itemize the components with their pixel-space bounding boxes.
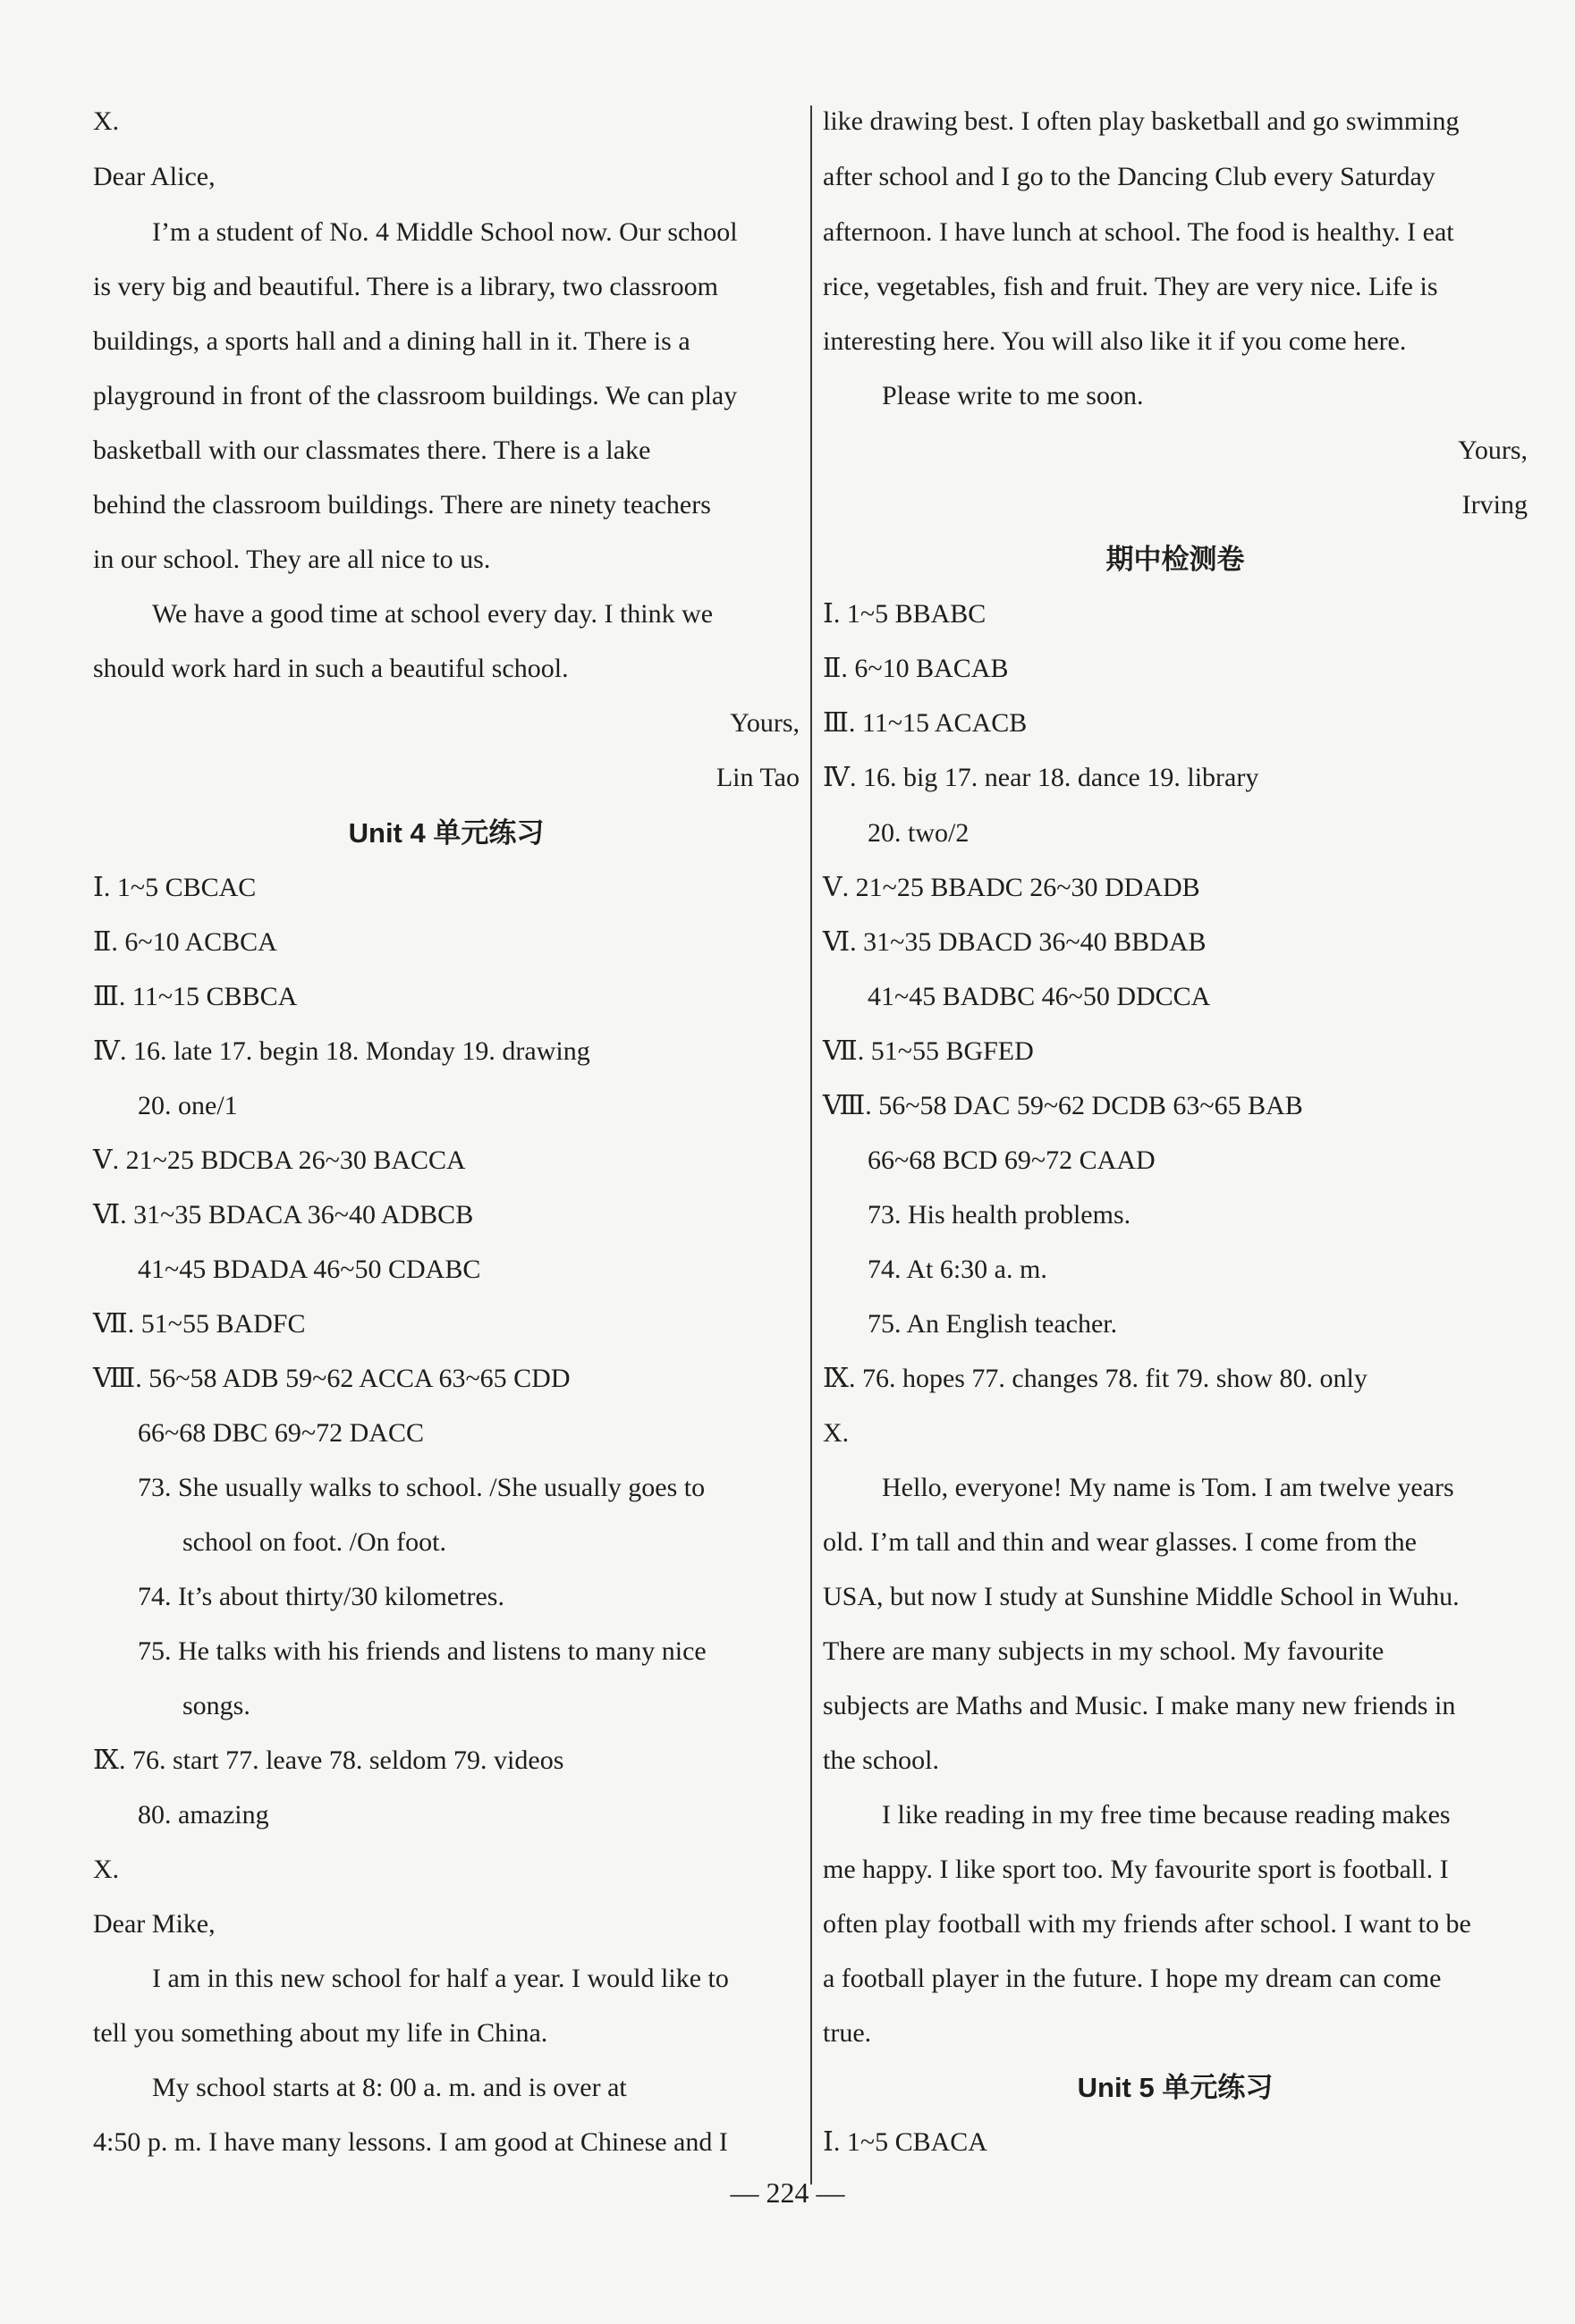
answer-line: Ⅴ. 21~25 BDCBA 26~30 BACCA: [93, 1145, 466, 1175]
answer-line: 80. amazing: [138, 1800, 269, 1830]
answer-line: Ⅵ. 31~35 DBACD 36~40 BBDAB: [823, 927, 1207, 957]
answer-q75: 75. He talks with his friends and listens to many nice: [138, 1636, 707, 1666]
essay-line: old. I’m tall and thin and wear glasses. I come from the: [823, 1527, 1417, 1557]
answer-line: Ⅲ. 11~15 CBBCA: [93, 982, 298, 1011]
unit5-heading: Unit 5 单元练习: [1077, 2072, 1274, 2103]
answer-line: 75. An English teacher.: [868, 1309, 1118, 1339]
letter-line: basketball with our classmates there. There is a lake: [93, 435, 651, 465]
essay-line: a football player in the future. I hope my dream can come: [823, 1964, 1442, 1993]
letter-line: buildings, a sports hall and a dining hall in it. There is a: [93, 326, 690, 356]
essay-line: the school.: [823, 1745, 939, 1775]
answer-line: Ⅱ. 6~10 BACAB: [823, 654, 1009, 683]
essay-line: often play football with my friends after school. I want to be: [823, 1909, 1471, 1939]
answer-q75-cont: songs.: [182, 1691, 250, 1720]
answer-line: 66~68 DBC 69~72 DACC: [138, 1418, 424, 1448]
essay-line: me happy. I like sport too. My favourite sport is football. I: [823, 1855, 1449, 1884]
letter-line: afternoon. I have lunch at school. The food is healthy. I eat: [823, 217, 1454, 247]
answer-q74: 74. It’s about thirty/30 kilometres.: [138, 1582, 504, 1611]
answer-line: 41~45 BDADA 46~50 CDABC: [138, 1255, 481, 1284]
section-x-mark: X.: [93, 106, 120, 136]
letter-line: in our school. They are all nice to us.: [93, 545, 491, 574]
letter-line: Please write to me soon.: [882, 381, 1144, 410]
letter-signature: Irving: [1461, 490, 1528, 520]
answer-line: 41~45 BADBC 46~50 DDCCA: [868, 982, 1211, 1011]
answer-line: Ⅰ. 1~5 CBCAC: [93, 873, 257, 902]
answer-line: 73. His health problems.: [868, 1200, 1131, 1230]
section-x-mark: X.: [93, 1855, 120, 1884]
letter-line: My school starts at 8: 00 a. m. and is over at: [152, 2073, 627, 2102]
letter-line: interesting here. You will also like it if you come here.: [823, 326, 1407, 356]
section-x-mark: X.: [823, 1418, 850, 1448]
letter-line: is very big and beautiful. There is a library, two classroom: [93, 272, 718, 301]
midterm-heading: 期中检测卷: [1105, 544, 1245, 575]
answer-line: 66~68 BCD 69~72 CAAD: [868, 1145, 1156, 1175]
letter-line: I’m a student of No. 4 Middle School now. Our school: [152, 217, 738, 247]
answer-line: Ⅳ. 16. big 17. near 18. dance 19. library: [823, 763, 1259, 792]
letter-line: tell you something about my life in China.: [93, 2018, 548, 2048]
letter-line: rice, vegetables, fish and fruit. They are very nice. Life is: [823, 272, 1438, 301]
letter-closing: Yours,: [1458, 435, 1528, 465]
essay-line: I like reading in my free time because reading makes: [882, 1800, 1451, 1830]
letter-line: should work hard in such a beautiful school.: [93, 654, 569, 683]
essay-line: There are many subjects in my school. My favourite: [823, 1636, 1384, 1666]
column-divider: [810, 106, 812, 2185]
answer-line: Ⅷ. 56~58 DAC 59~62 DCDB 63~65 BAB: [823, 1091, 1303, 1120]
answer-line: Ⅸ. 76. start 77. leave 78. seldom 79. videos: [93, 1745, 564, 1775]
letter-signature: Lin Tao: [716, 763, 800, 792]
letter-line: We have a good time at school every day. I think we: [152, 599, 714, 629]
letter-closing: Yours,: [730, 708, 800, 738]
essay-line: Hello, everyone! My name is Tom. I am twelve years: [882, 1473, 1454, 1502]
answer-line: 74. At 6:30 a. m.: [868, 1255, 1047, 1284]
letter-line: after school and I go to the Dancing Club every Saturday: [823, 162, 1435, 191]
answer-line: Ⅷ. 56~58 ADB 59~62 ACCA 63~65 CDD: [93, 1364, 571, 1393]
answer-line: Ⅲ. 11~15 ACACB: [823, 708, 1028, 738]
answer-line: Ⅰ. 1~5 BBABC: [823, 599, 986, 629]
answer-line: Ⅶ. 51~55 BADFC: [93, 1309, 306, 1339]
answer-line: Ⅳ. 16. late 17. begin 18. Monday 19. drawing: [93, 1036, 590, 1066]
answer-line: Ⅸ. 76. hopes 77. changes 78. fit 79. show 80. only: [823, 1364, 1368, 1393]
letter-line: playground in front of the classroom buildings. We can play: [93, 381, 738, 410]
answer-line: 20. two/2: [868, 818, 970, 848]
letter-greeting: Dear Alice,: [93, 162, 216, 191]
answer-line: Ⅵ. 31~35 BDACA 36~40 ADBCB: [93, 1200, 474, 1230]
answer-q73-cont: school on foot. /On foot.: [182, 1527, 446, 1557]
unit4-heading: Unit 4 单元练习: [348, 817, 545, 849]
letter-line: behind the classroom buildings. There are ninety teachers: [93, 490, 711, 520]
answer-line: Ⅴ. 21~25 BBADC 26~30 DDADB: [823, 873, 1200, 902]
letter-line: like drawing best. I often play basketball and go swimming: [823, 106, 1460, 136]
answer-line: Ⅱ. 6~10 ACBCA: [93, 927, 277, 957]
essay-line: true.: [823, 2018, 872, 2048]
answer-q73: 73. She usually walks to school. /She usually goes to: [138, 1473, 706, 1502]
answer-line: Ⅰ. 1~5 CBACA: [823, 2127, 987, 2157]
letter-line: 4:50 p. m. I have many lessons. I am good at Chinese and I: [93, 2127, 728, 2157]
essay-line: USA, but now I study at Sunshine Middle School in Wuhu.: [823, 1582, 1460, 1611]
essay-line: subjects are Maths and Music. I make many new friends in: [823, 1691, 1456, 1720]
answer-line: Ⅶ. 51~55 BGFED: [823, 1036, 1034, 1066]
letter-line: I am in this new school for half a year. I would like to: [152, 1964, 729, 1993]
page-number: — 224 —: [730, 2176, 845, 2209]
letter-greeting: Dear Mike,: [93, 1909, 216, 1939]
answer-line: 20. one/1: [138, 1091, 238, 1120]
